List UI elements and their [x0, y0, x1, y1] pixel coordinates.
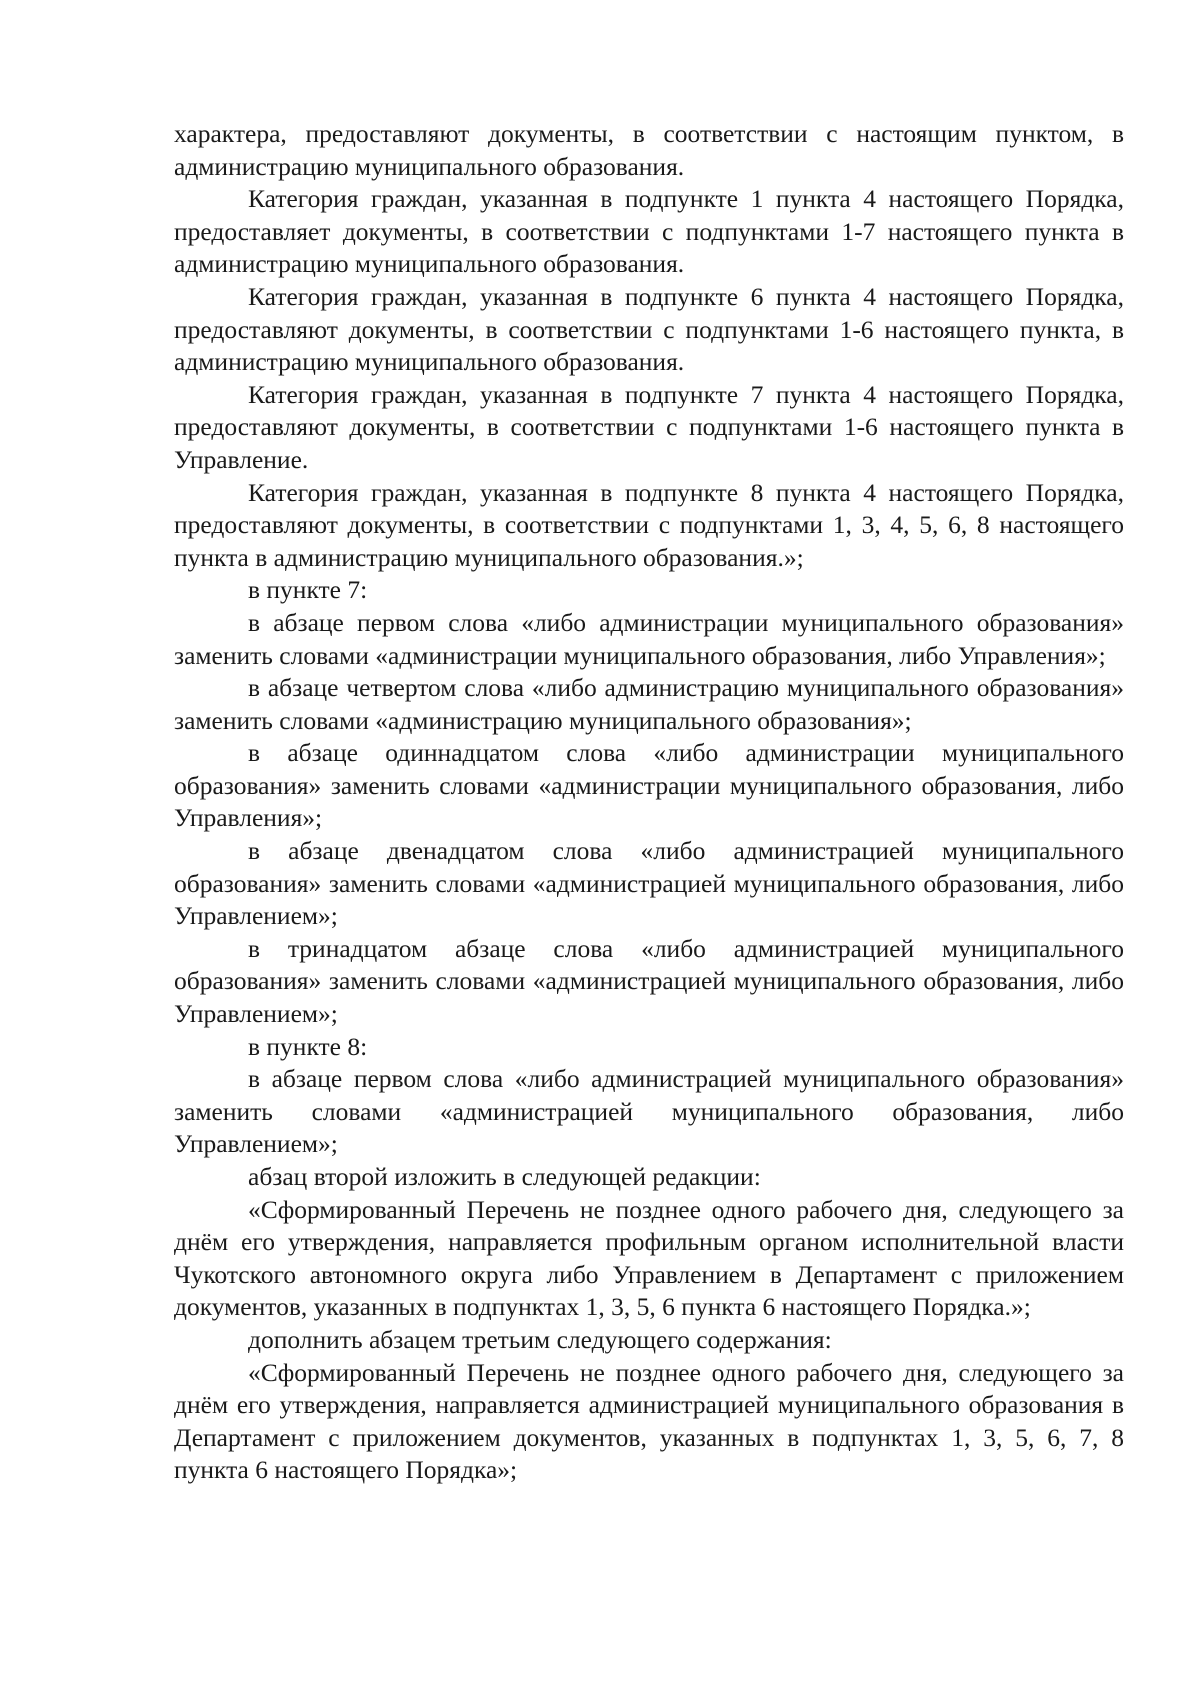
paragraph-point-7-abzac-11: в абзаце одиннадцатом слова «либо администрации муниципального образования» заменить словами «администрации муниципального образования, либо Управления»; [174, 738, 1124, 833]
document-page [174, 118, 1124, 1487]
paragraph-point-8-abzac-2-intro: абзац второй изложить в следующей редакции: [248, 1162, 761, 1191]
paragraph-point-7-abzac-12: в абзаце двенадцатом слова «либо администрацией муниципального образования» заменить словами «администрацией муниципального образования, либо Управлением»; [174, 836, 1124, 931]
paragraph-category-6: Категория граждан, указанная в подпункте 6 пункта 4 настоящего Порядка, предоставляют документы, в соответствии с подпунктами 1-6 настоящего пункта, в администрацию муниципального образования. [174, 281, 1124, 377]
paragraph-point-7-abzac-13: в тринадцатом абзаце слова «либо администрацией муниципального образования» заменить словами «администрацией муниципального образования, либо Управлением»; [174, 933, 1124, 1029]
paragraph-category-7: Категория граждан, указанная в подпункте 7 пункта 4 настоящего Порядка, предоставляют документы, в соответствии с подпунктами 1-6 настоящего пункта в Управление. [174, 379, 1124, 474]
paragraph-category-8: Категория граждан, указанная в подпункте 8 пункта 4 настоящего Порядка, предоставляют документы, в соответствии с подпунктами 1, 3, 4, 5, 6, 8 настоящего пункта в администрацию муниципального образования.»; [174, 477, 1124, 572]
paragraph-point-7-abzac-4: в абзаце четвертом слова «либо администрацию муниципального образования» заменить словами «администрацию муниципального образования»; [174, 673, 1124, 735]
paragraph-category-1: Категория граждан, указанная в подпункте 1 пункта 4 настоящего Порядка, предоставляет документы, в соответствии с подпунктами 1-7 настоящего пункта в администрацию муниципального образования. [174, 184, 1124, 279]
paragraph-point-7-abzac-1: в абзаце первом слова «либо администрации муниципального образования» заменить словами «администрации муниципального образования, либо Управления»; [174, 607, 1124, 670]
paragraph-point-8-abzac-3-text: «Сформированный Перечень не позднее одного рабочего дня, следующего за днём его утверждения, направляется администрацией муниципального образования в Департамент с приложением документов, указанных в подпунктах 1, 3, 5, 6, 7, 8 пункта 6 настоящего Порядка»; [174, 1357, 1124, 1485]
paragraph-point-8-abzac-2-text: «Сформированный Перечень не позднее одного рабочего дня, следующего за днём его утверждения, направляется профильным органом исполнительной власти Чукотского автономного округа либо Управлением в Департамент с приложением документов, указанных в подпунктах 1, 3, 5, 6 пункта 6 настоящего Порядка.»; [174, 1194, 1124, 1322]
paragraph-continuation: характера, предоставляют документы, в соответствии с настоящим пунктом, в администрацию муниципального образования. [174, 119, 1124, 181]
paragraph-point-7-heading: в пункте 7: [248, 575, 368, 605]
paragraph-point-8-heading: в пункте 8: [248, 1031, 368, 1061]
paragraph-point-8-abzac-3-intro: дополнить абзацем третьим следующего содержания: [248, 1324, 832, 1354]
paragraph-point-8-abzac-1: в абзаце первом слова «либо администрацией муниципального образования» заменить словами «администрацией муниципального образования, либо Управлением»; [174, 1064, 1124, 1159]
